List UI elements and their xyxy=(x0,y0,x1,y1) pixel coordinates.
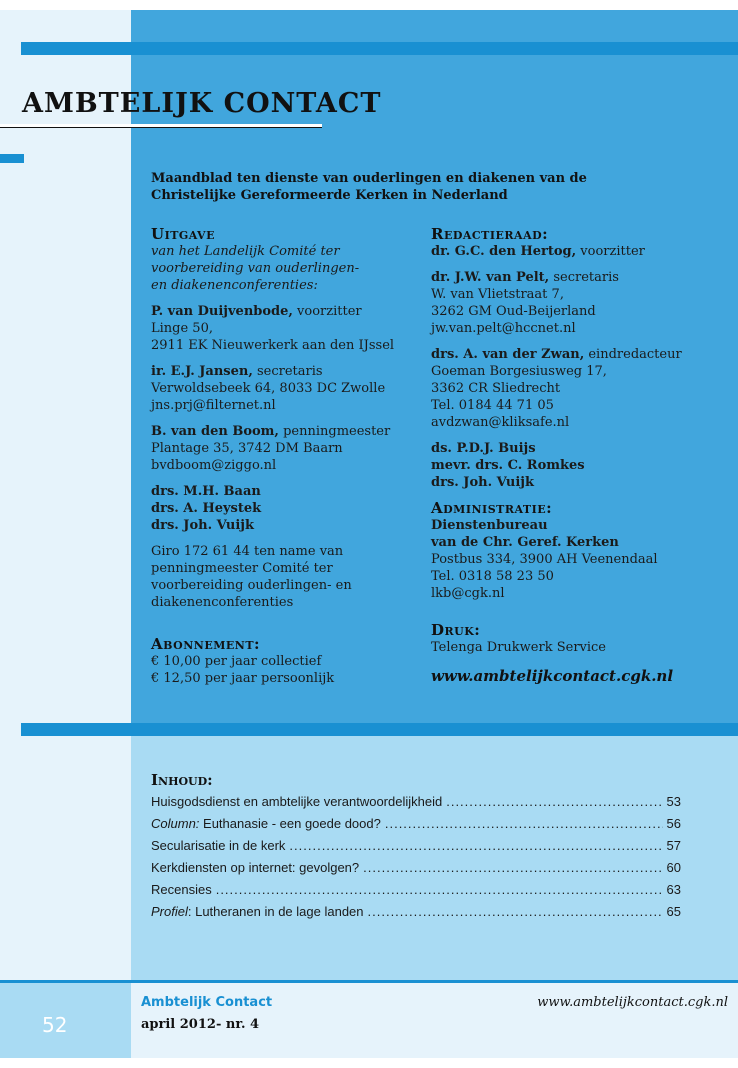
abonnement-collectief: € 10,00 per jaar collectief xyxy=(151,654,322,669)
voorzitter-address-2: 2911 EK Nieuwerkerk aan den IJssel xyxy=(151,338,395,353)
toc-title-text: Kerkdiensten op internet: gevolgen? xyxy=(151,860,360,875)
penningmeester-email: bvdboom@ziggo.nl xyxy=(151,458,277,473)
footer-magazine-name: Ambtelijk Contact xyxy=(141,995,273,1010)
toc-item-title xyxy=(151,901,364,923)
eindredacteur-address-1: Goeman Borgesiusweg 17, xyxy=(431,364,607,379)
administratie-heading: Administratie: xyxy=(431,499,553,517)
toc-item[interactable] xyxy=(151,901,681,923)
secretaris-address: Verwoldsebeek 64, 8033 DC Zwolle xyxy=(151,381,386,396)
toc-title-text: Recensies xyxy=(151,882,212,897)
administratie-email: lkb@cgk.nl xyxy=(431,586,505,601)
website-link[interactable]: www.ambtelijkcontact.cgk.nl xyxy=(431,667,674,685)
toc-leader xyxy=(368,901,663,923)
toc-item-title xyxy=(151,813,381,835)
administratie-name-1: Dienstenbureau xyxy=(431,518,548,533)
eindredacteur-address-2: 3362 CR Sliedrecht xyxy=(431,381,561,396)
toc-item-title xyxy=(151,879,212,901)
druk-heading: Druk: xyxy=(431,621,481,639)
toc-item-title xyxy=(151,835,285,857)
redactie-member-3: drs. Joh. Vuijk xyxy=(431,475,534,490)
penningmeester-role: penningmeester xyxy=(278,424,391,439)
giro-line-2: penningmeester Comité ter xyxy=(151,561,333,576)
toc-title-text: : Lutheranen in de lage landen xyxy=(187,904,364,919)
toc-page: 65 xyxy=(666,904,681,919)
toc-item[interactable] xyxy=(151,813,681,835)
toc-item-title xyxy=(151,857,359,879)
secretaris-entry xyxy=(151,363,416,380)
giro-line-1: Giro 172 61 44 ten name van xyxy=(151,544,344,559)
middle-stripe xyxy=(21,723,738,736)
eindredacteur-email: avdzwan@kliksafe.nl xyxy=(431,415,570,430)
toc-title-text: Euthanasie - een goede dood? xyxy=(199,816,381,831)
redactie-column xyxy=(431,226,731,685)
druk-name: Telenga Drukwerk Service xyxy=(431,640,607,655)
toc-page: 63 xyxy=(666,882,681,897)
toc-item[interactable] xyxy=(151,835,681,857)
redactie-voorzitter-name: dr. G.C. den Hertog, xyxy=(431,244,577,259)
toc-title-text: Huisgodsdienst en ambtelijke verantwoordelijkheid xyxy=(151,794,443,809)
toc-page: 60 xyxy=(666,860,681,875)
redactie-voorzitter-role: voorzitter xyxy=(576,244,645,259)
uitgave-intro-2: voorbereiding van ouderlingen- xyxy=(151,261,360,276)
secretaris-email: jns.prj@filternet.nl xyxy=(151,398,276,413)
masthead-subtitle xyxy=(151,170,671,204)
margin-tick xyxy=(0,154,24,163)
toc-page: 56 xyxy=(666,816,681,831)
penningmeester-address: Plantage 35, 3742 DM Baarn xyxy=(151,441,343,456)
redactie-secretaris-address-2: 3262 GM Oud-Beijerland xyxy=(431,304,596,319)
page-title: AMBTELIJK CONTACT xyxy=(22,88,382,119)
committee-member-2: drs. A. Heystek xyxy=(151,501,262,516)
page-number: 52 xyxy=(42,1013,68,1037)
toc-item[interactable] xyxy=(151,791,681,813)
eindredacteur-entry xyxy=(431,346,731,363)
administratie-name-2: van de Chr. Geref. Kerken xyxy=(431,535,619,550)
toc-page: 57 xyxy=(666,838,681,853)
voorzitter-role: voorzitter xyxy=(292,304,362,319)
table-of-contents xyxy=(151,771,681,923)
giro-line-3: voorbereiding ouderlingen- en xyxy=(151,578,352,593)
toc-leader xyxy=(363,857,662,879)
footer-url[interactable]: www.ambtelijkcontact.cgk.nl xyxy=(537,995,728,1010)
redactieraad-heading: Redactieraad: xyxy=(431,225,549,243)
penningmeester-name: B. van den Boom, xyxy=(151,424,279,439)
uitgave-intro-3: en diakenenconferenties: xyxy=(151,278,318,293)
penningmeester-entry xyxy=(151,423,416,440)
voorzitter-name: P. van Duijvenbode, xyxy=(151,304,293,319)
redactie-secretaris-email: jw.van.pelt@hccnet.nl xyxy=(431,321,576,336)
toc-item[interactable] xyxy=(151,879,681,901)
redactie-member-1: ds. P.D.J. Buijs xyxy=(431,441,536,456)
toc-item[interactable] xyxy=(151,857,681,879)
redactie-secretaris-name: dr. J.W. van Pelt, xyxy=(431,270,550,285)
title-underline-dark xyxy=(0,127,322,128)
toc-leader xyxy=(385,813,663,835)
inhoud-heading: Inhoud: xyxy=(151,771,213,789)
secretaris-name: ir. E.J. Jansen, xyxy=(151,364,253,379)
uitgave-column xyxy=(151,226,416,687)
voorzitter-address-1: Linge 50, xyxy=(151,321,213,336)
committee-member-3: drs. Joh. Vuijk xyxy=(151,518,254,533)
secretaris-role: secretaris xyxy=(252,364,323,379)
eindredacteur-name: drs. A. van der Zwan, xyxy=(431,347,585,362)
redactie-secretaris-address-1: W. van Vlietstraat 7, xyxy=(431,287,564,302)
toc-page: 53 xyxy=(666,794,681,809)
redactie-voorzitter-entry xyxy=(431,243,731,260)
committee-member-1: drs. M.H. Baan xyxy=(151,484,261,499)
abonnement-heading: Abonnement: xyxy=(151,635,261,653)
uitgave-intro-1: van het Landelijk Comité ter xyxy=(151,244,340,259)
toc-prefix: Profiel xyxy=(151,904,188,919)
giro-line-4: diakenenconferenties xyxy=(151,595,294,610)
abonnement-persoonlijk: € 12,50 per jaar persoonlijk xyxy=(151,671,335,686)
administratie-address: Postbus 334, 3900 AH Veenendaal xyxy=(431,552,658,567)
footer-issue: april 2012- nr. 4 xyxy=(141,1017,260,1032)
redactie-member-2: mevr. drs. C. Romkes xyxy=(431,458,585,473)
subtitle-line-1: Maandblad ten dienste van ouderlingen en diakenen van de xyxy=(151,171,587,186)
eindredacteur-role: eindredacteur xyxy=(584,347,682,362)
redactie-secretaris-role: secretaris xyxy=(549,270,619,285)
top-stripe xyxy=(21,42,738,55)
toc-leader xyxy=(216,879,663,901)
toc-leader xyxy=(446,791,662,813)
administratie-phone: Tel. 0318 58 23 50 xyxy=(431,569,554,584)
toc-prefix: Column: xyxy=(151,816,200,831)
toc-leader xyxy=(289,835,662,857)
voorzitter-entry xyxy=(151,303,416,320)
toc-item-title xyxy=(151,791,442,813)
toc-title-text: Secularisatie in de kerk xyxy=(151,838,286,853)
redactie-secretaris-entry xyxy=(431,269,731,286)
uitgave-heading: Uitgave xyxy=(151,225,215,243)
subtitle-line-2: Christelijke Gereformeerde Kerken in Nederland xyxy=(151,188,508,203)
eindredacteur-phone: Tel. 0184 44 71 05 xyxy=(431,398,554,413)
